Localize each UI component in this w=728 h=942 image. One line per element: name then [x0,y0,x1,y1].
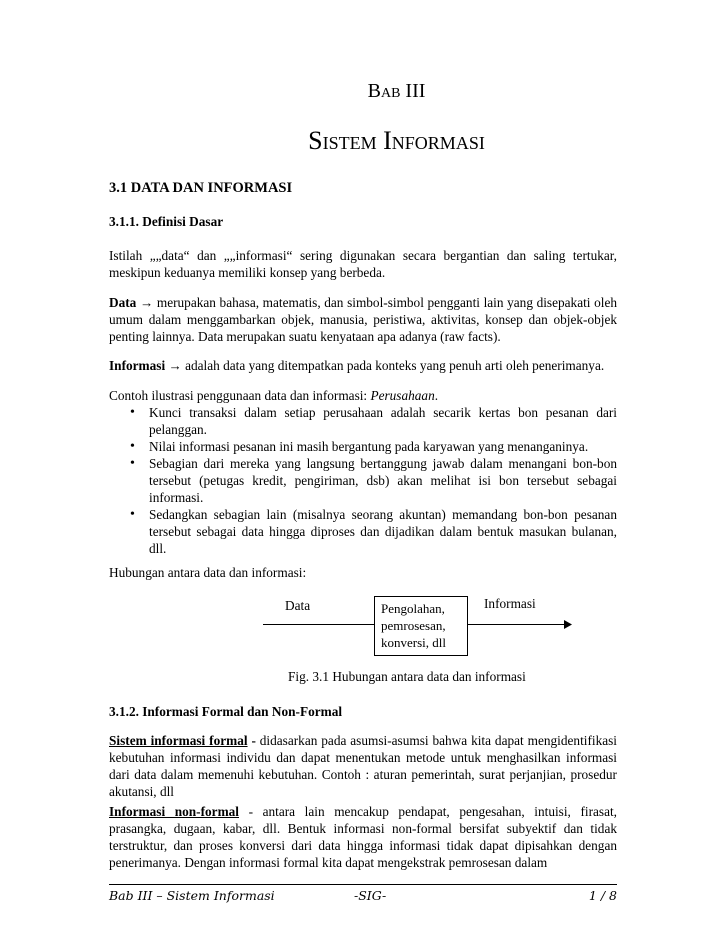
chapter-heading [0,80,728,103]
list-item: • Kunci transaksi dalam setiap perusahaan adalah secarik kertas bon pesanan dari pelanggan. [109,404,617,438]
example-intro [109,387,617,404]
arrow-right-icon [468,618,572,631]
process-box-line: konversi, dll [381,635,446,650]
process-box-line: Pengolahan, [381,601,445,616]
formal-info-paragraph [109,732,617,800]
example-intro-text: Contoh ilustrasi penggunaan data dan informasi: [109,388,371,403]
subsection-heading-3-1-2: 3.1.2. Informasi Formal dan Non-Formal [109,704,343,719]
footer-chapter: Bab III – Sistem Informasi [109,888,275,903]
diagram-connector-line [263,624,374,625]
data-definition-text: merupakan bahasa, matematis, dan simbol-simbol pengganti lain yang disepakati oleh umum dalam menggambarkan objek, manusia, peristiwa, aktivitas, konsep dan objek-objek penting lainnya. Data merupakan suatu kenyataan apa adanya (raw facts). [109,295,618,344]
diagram-output-label: Informasi [484,596,536,611]
diagram-process-box [374,596,468,656]
formal-separator: - [247,733,260,748]
example-intro-emphasis: Perusahaan [370,388,435,403]
title-word2-rest: NFORMASI [391,133,485,153]
informasi-definition-text: adalah data yang ditempatkan pada konteks yang penuh arti oleh penerimanya. [181,358,605,373]
nonformal-text: - antara lain mencakup pendapat, pengesahan, intuisi, firasat, prasangka, dugaan, kabar, dll. Bentuk informasi non-formal bersifat subyektif dan tidak terstruktur, dan proses konversi dari data hingga informasi tidak dapat dipisahkan dengan penerimanya. Dengan informasi formal kita dapat mengekstrak pemrosesan dalam [109,804,617,870]
footer-rule [109,884,617,885]
intro-paragraph: Istilah „„data“ dan „„informasi“ sering digunakan secara bergantian dan saling tertukar, meskipun keduanya memiliki konsep yang berbeda. [109,248,617,280]
arrow-right-icon: → [168,358,182,373]
title-word2-initial: I [383,126,392,155]
list-item: • Sedangkan sebagian lain (misalnya seorang akuntan) memandang bon-bon pesanan tersebut sebagai data hingga diproses dan dijadikan dalam bentuk masukan bulanan, dll. [109,506,617,557]
nonformal-info-paragraph [109,803,617,871]
title-word1-rest: ISTEM [322,133,377,153]
list-item: • Sebagian dari mereka yang langsung bertanggung jawab dalam menangani bon-bon tersebut (petugas kredit, pengiriman, dsb) akan melihat isi bon tersebut sebagai informasi. [109,455,617,506]
data-definition-paragraph [109,294,617,345]
data-term: Data [109,295,137,310]
formal-term: Sistem informasi formal [109,733,248,748]
list-item: • Nilai informasi pesanan ini masih bergantung pada karyawan yang menanganinya. [109,438,617,455]
informasi-term: Informasi [109,358,166,373]
arrow-right-icon: → [139,295,154,310]
relation-intro: Hubungan antara data dan informasi: [109,565,307,580]
diagram-input-label: Data [285,598,311,613]
footer-center-label: -SIG- [354,888,387,903]
process-box-line: pemrosesan, [381,618,446,633]
example-intro-end: . [434,388,439,403]
subsection-heading-3-1-1: 3.1.1. Definisi Dasar [109,214,224,229]
chapter-prefix-initial: B [367,80,381,102]
informasi-definition-paragraph [109,357,617,374]
example-bullet-list [109,404,617,557]
figure-caption: Fig. 3.1 Hubungan antara data dan informasi [288,669,526,684]
formal-text: didasarkan pada asumsi-asumsi bahwa kita dapat mengidentifikasi kebutuhan informasi individu dan dapat menentukan metode untuk menghasilkan informasi dari data dalam memenuhi kebutuhan. Contoh : aturan pemerintah, surat perjanjian, prosedur akutansi, dll [109,733,617,799]
chapter-prefix-rest: AB [380,86,401,101]
page-title [0,126,728,156]
title-word1-initial: S [308,126,323,155]
nonformal-term: Informasi non-formal [109,804,239,819]
section-heading-3-1: 3.1 DATA DAN INFORMASI [109,180,293,196]
chapter-number: III [405,80,426,102]
footer-page-number: 1 / 8 [588,888,617,903]
